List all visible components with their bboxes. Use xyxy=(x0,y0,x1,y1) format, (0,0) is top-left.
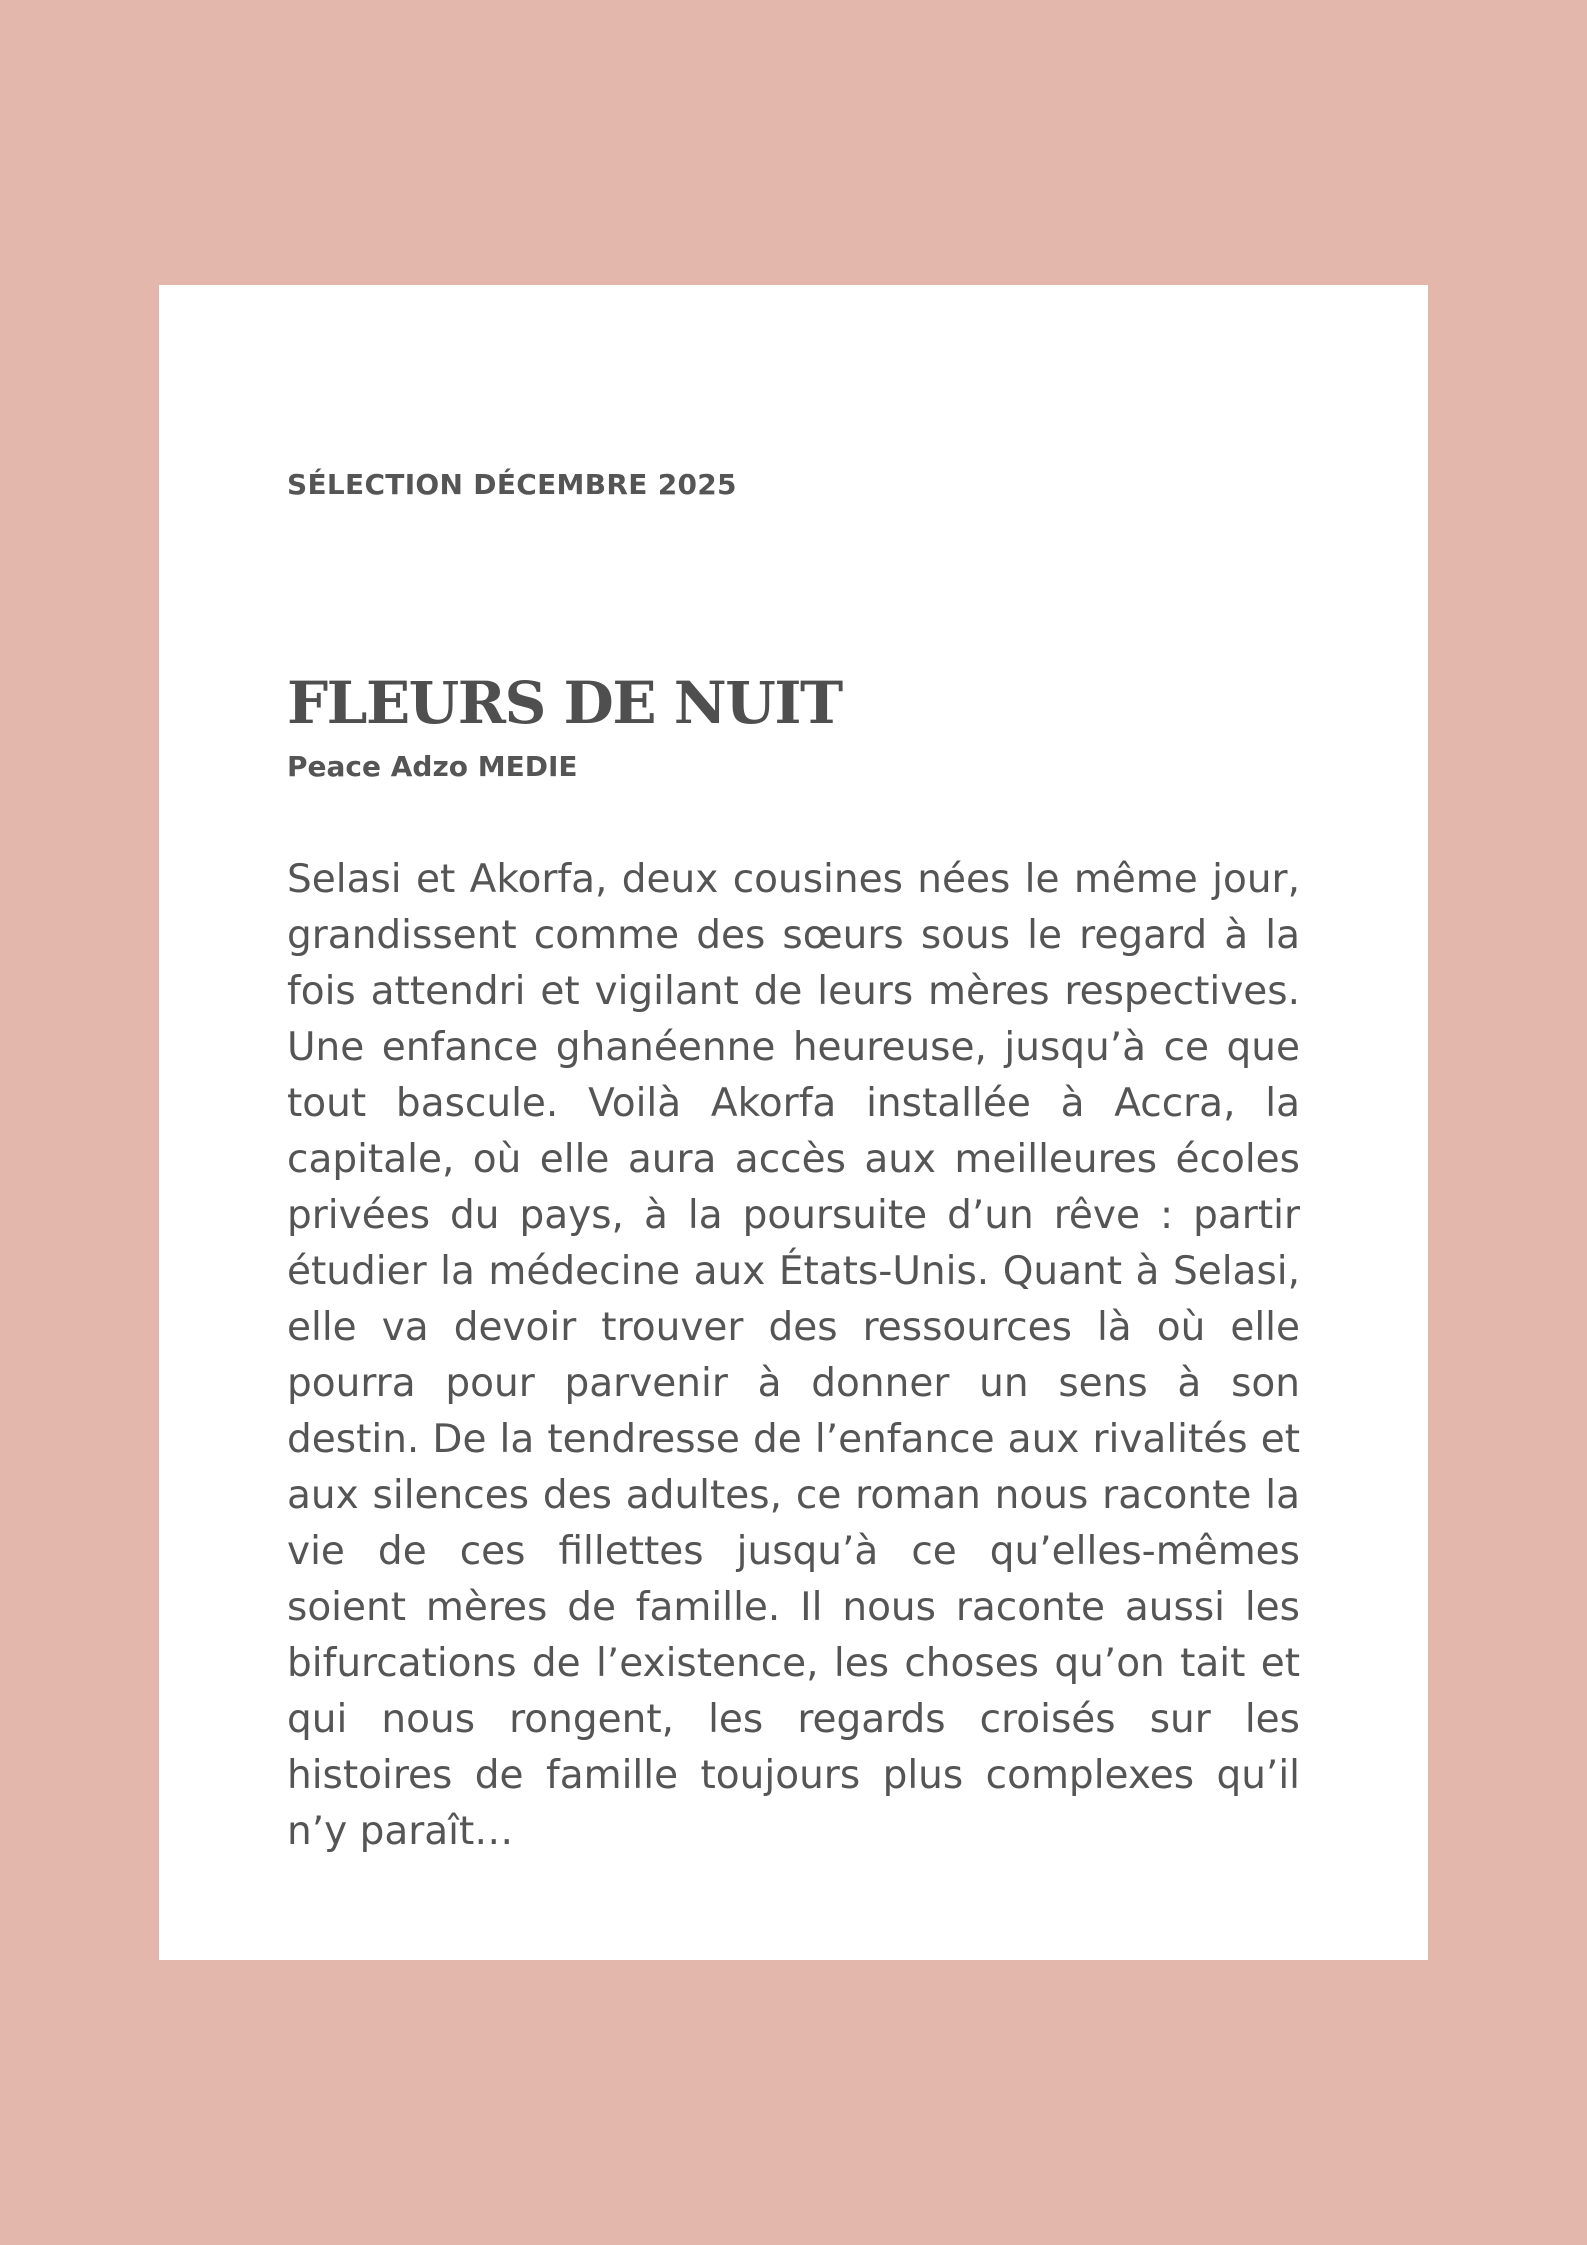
selection-label: SÉLECTION DÉCEMBRE 2025 xyxy=(287,468,737,501)
book-author: Peace Adzo MEDIE xyxy=(287,750,578,783)
book-title: FLEURS DE NUIT xyxy=(287,669,842,737)
book-summary: Selasi et Akorfa, deux cousines nées le même jour, grandissent comme des sœurs sous le regard à la fois attendri et vigilant de leurs mères respectives. Une enfance ghanéenne heureuse, jusqu’à ce que tout bascule. Voilà Akorfa installée à Accra, la capitale, où elle aura accès aux meilleures écoles privées du pays, à la poursuite d’un rêve : partir étudier la médecine aux États-Unis. Quant à Selasi, elle va devoir trouver des ressources là où elle pourra pour parvenir à donner un sens à son destin. De la tendresse de l’enfance aux rivalités et aux silences des adultes, ce roman nous raconte la vie de ces fillettes jusqu’à ce qu’elles-mêmes soient mères de famille. Il nous raconte aussi les bifurcations de l’existence, les choses qu’on tait et qui nous rongent, les regards croisés sur les histoires de famille toujours plus complexes qu’il n’y paraît… xyxy=(287,857,1300,1854)
book-card xyxy=(159,285,1428,1960)
